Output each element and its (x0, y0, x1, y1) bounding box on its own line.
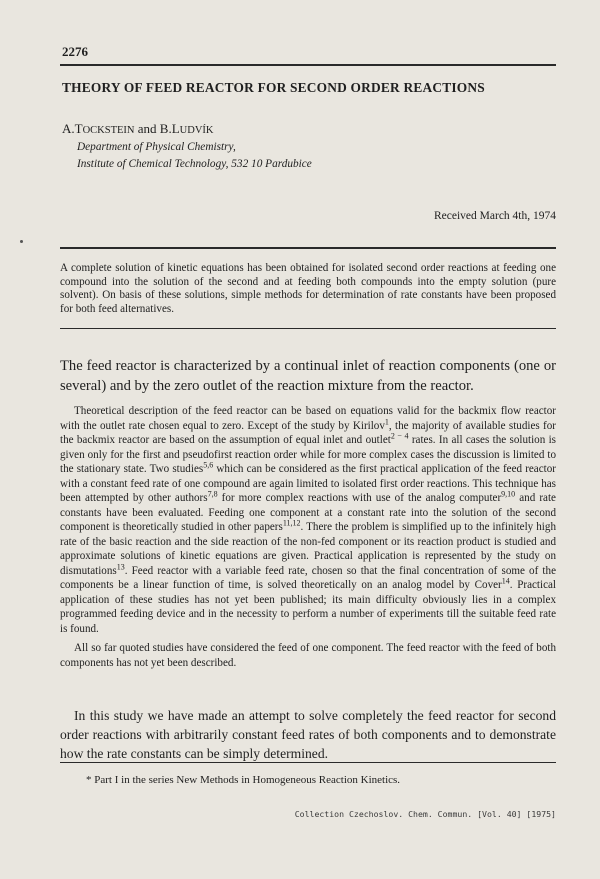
margin-dot (20, 240, 23, 243)
author2-first: L (171, 121, 180, 136)
footnote-rule (60, 762, 556, 763)
body-text-run: , the majority of available studies for the backmix reactor are based on the assumption of equal inlet and outlet (60, 419, 556, 446)
abstract-bottom-rule (60, 328, 556, 329)
body-text-run: . Practical application of these studies has not yet been published; its main difficulty obviously lies in a complex programmed feeding device and in the necessity to perform a number of experiments till the suitable feed rate is found. (60, 579, 557, 635)
body-paragraph-2: All so far quoted studies have considered the feed of one component. The feed reactor with the feed of both components has not yet been described. (60, 642, 556, 669)
footnote: * Part I in the series New Methods in Homogeneous Reaction Kinetics. (86, 774, 401, 786)
paper-title: THEORY OF FEED REACTOR FOR SECOND ORDER REACTIONS (62, 80, 485, 95)
abstract: A complete solution of kinetic equations has been obtained for isolated second order reactions at feeding one compound into the solution of the second and at feeding both compounds into the empty solution (pure solvent). On basis of these solutions, simple methods for determination of rate constants have been proposed for both feed alternatives. (60, 262, 556, 315)
body-text-run: . There the problem is simplified up to the infinitely high rate of the basic reaction and the side reaction of the non-fed component or its reaction product is studied and approximate solutions of kinetic equations are given. Practical application is represented by the study on dismutations (60, 521, 556, 577)
closing-paragraph: In this study we have made an attempt to solve completely the feed reactor for second order reactions with arbitrarily constant feed rates of both components and to demonstrate how the rate constants can be simply determined. (60, 708, 556, 761)
received-date: Received March 4th, 1974 (434, 210, 556, 222)
journal-footer: Collection Czechoslov. Chem. Commun. [Vol. 40] [1975] (294, 809, 556, 819)
body-text-run: which can be considered as the first practical application of the feed reactor with a constant feed rate of one compound are again limited to isolated first order reactions. This technique has been attempted by other authors (60, 463, 556, 504)
body-text (60, 404, 556, 670)
citation-sup: 13 (116, 561, 125, 571)
author2-initial: B. (159, 121, 172, 136)
citation-sup: 14 (501, 576, 510, 586)
citation-sup: 2 − 4 (390, 431, 409, 441)
header-rule (60, 64, 556, 66)
abstract-top-rule (60, 247, 556, 249)
body-paragraph-1 (60, 404, 556, 636)
author-line (62, 121, 214, 137)
body-text-run: Theoretical description of the feed reactor can be based on equations valid for the backmix flow reactor with the outlet rate chosen equal to zero. Except of the study by Kirilov (60, 405, 556, 432)
body-text-run: rates. In all cases the solution is given only for the first and pseudofirst reaction order while for more complex cases the discussion is limited to the stationary state. Two studies (60, 434, 556, 475)
affiliation-line2: Institute of Chemical Technology, 532 10 Pardubice (77, 158, 312, 170)
affiliation-line1: Department of Physical Chemistry, (77, 141, 236, 153)
body-text-run: and rate constants have been evaluated. Feeding one component at a constant rate into the solution of the second component is theoretically studied in other papers (60, 492, 556, 533)
affiliation (77, 139, 312, 173)
author-and: and (134, 121, 160, 136)
author1-initial: A. (62, 121, 75, 136)
citation-sup: 11,12 (282, 518, 301, 528)
author2-rest: UDVÍK (179, 125, 214, 136)
citation-sup: 7,8 (207, 489, 218, 499)
body-text-run: . Feed reactor with a variable feed rate, chosen so that the final concentration of some of the components be a linear function of time, is solved theoretically on an analog model by Cover (60, 564, 556, 591)
lead-paragraph: The feed reactor is characterized by a continual inlet of reaction components (one or several) and by the zero outlet of the reaction mixture from the reactor. (60, 358, 556, 394)
citation-sup: 1 (384, 416, 389, 426)
body-text-run: for more complex reactions with use of the analog computer (217, 492, 502, 504)
page-number: 2276 (62, 44, 88, 59)
citation-sup: 9,10 (501, 489, 516, 499)
author1-rest: OCKSTEIN (82, 125, 135, 136)
author1-first: T (74, 121, 83, 136)
citation-sup: 5,6 (203, 460, 214, 470)
